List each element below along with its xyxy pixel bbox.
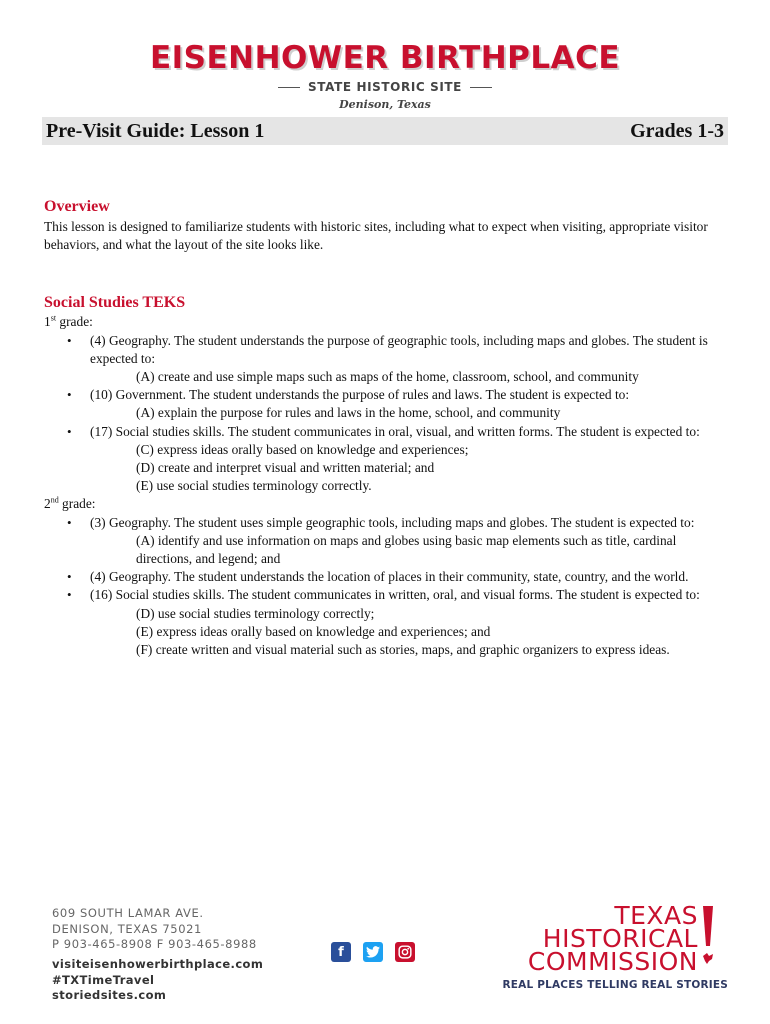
logo-title: EISENHOWER BIRTHPLACE bbox=[149, 40, 621, 76]
lesson-title: Pre-Visit Guide: Lesson 1 bbox=[46, 119, 265, 142]
grade-1-teks-list bbox=[67, 332, 724, 496]
thc-line-historical: HISTORICAL bbox=[542, 924, 698, 953]
grade-1-ordinal: st bbox=[50, 313, 57, 323]
twitter-icon[interactable] bbox=[363, 942, 383, 962]
grade-1-label bbox=[44, 313, 724, 331]
grade-2-teks-list bbox=[67, 514, 724, 660]
teks-expectation: (C) express ideas orally based on knowledge and experiences; bbox=[136, 441, 469, 457]
logo-subtitle-row bbox=[0, 80, 770, 94]
teks-item-text: • (16) Social studies skills. The student communicates in written, oral, and visual forms. The student is expected to: bbox=[90, 587, 700, 603]
teks-heading: Social Studies TEKS bbox=[44, 294, 186, 312]
teks-expectation: (E) use social studies terminology correctly. bbox=[136, 478, 372, 494]
thc-logo bbox=[496, 901, 728, 991]
logo-subtitle: STATE HISTORIC SITE bbox=[308, 80, 462, 94]
teks-item-text: • (4) Geography. The student understands the location of places in their community, state, country, and the world. bbox=[90, 569, 689, 585]
teks-item-text: • (17) Social studies skills. The student communicates in oral, visual, and written forms. The student is expected to: bbox=[90, 423, 700, 439]
grade-2-label bbox=[44, 495, 724, 513]
teks-item bbox=[67, 586, 724, 659]
address-line: DENISON, TEXAS 75021 bbox=[52, 921, 202, 936]
document-body bbox=[44, 197, 724, 659]
social-links bbox=[331, 942, 415, 962]
overview-heading: Overview bbox=[44, 198, 110, 215]
overview-text: This lesson is designed to familiarize students with historic sites, including what to expect when visiting, appropriate visitor behaviors, and what the layout of the site looks like. bbox=[44, 219, 708, 253]
grade-2-number: 2 bbox=[44, 496, 51, 512]
thc-tagline: REAL PLACES TELLING REAL STORIES bbox=[502, 979, 728, 991]
exclamation-icon bbox=[702, 906, 714, 964]
teks-expectation: (E) express ideas orally based on knowledge and experiences; and bbox=[136, 623, 491, 639]
facebook-icon[interactable]: f bbox=[331, 942, 351, 962]
teks-item-text: • (4) Geography. The student understands the purpose of geographic tools, including maps and globes. The student is expected to: bbox=[90, 332, 708, 366]
teks-item bbox=[67, 386, 724, 422]
grade-2-text: grade: bbox=[58, 496, 96, 512]
thc-line-commission: COMMISSION bbox=[527, 947, 698, 976]
teks-item bbox=[67, 514, 724, 569]
logo-rule-right bbox=[470, 87, 492, 88]
phone-line: P 903-465-8908 F 903-465-8988 bbox=[52, 937, 257, 951]
storied-sites-link[interactable]: storiedsites.com bbox=[52, 988, 167, 1002]
teks-expectation: (A) create and use simple maps such as maps of the home, classroom, school, and community bbox=[136, 369, 639, 385]
grade-2-ordinal: nd bbox=[50, 495, 59, 505]
thc-line-texas: TEXAS bbox=[614, 901, 698, 930]
footer-address bbox=[52, 906, 257, 953]
grade-1-number: 1 bbox=[44, 314, 51, 330]
address-line: 609 SOUTH LAMAR AVE. bbox=[52, 906, 204, 920]
hashtag-link[interactable]: #TXTimeTravel bbox=[52, 972, 155, 987]
teks-item-text: • (10) Government. The student understands the purpose of rules and laws. The student is expected to: bbox=[90, 387, 630, 403]
website-link[interactable]: visiteisenhowerbirthplace.com bbox=[52, 957, 264, 971]
grade-1-text: grade: bbox=[56, 314, 93, 330]
footer-links bbox=[52, 957, 263, 1004]
teks-item bbox=[67, 568, 724, 586]
teks-item-text: • (3) Geography. The student uses simple geographic tools, including maps and globes. The student is expected to: bbox=[90, 514, 695, 530]
teks-item bbox=[67, 332, 724, 387]
site-logo bbox=[0, 40, 770, 111]
grade-range: Grades 1-3 bbox=[630, 119, 724, 142]
teks-expectation: (A) identify and use information on maps and globes using basic map elements such as title, cardinal directions, and legend; and bbox=[136, 532, 677, 567]
logo-rule-left bbox=[278, 87, 300, 88]
title-bar bbox=[42, 117, 728, 145]
teks-expectation: (D) use social studies terminology correctly; bbox=[136, 605, 375, 621]
logo-location: Denison, Texas bbox=[339, 98, 431, 111]
teks-item bbox=[67, 423, 724, 496]
teks-expectation: (A) explain the purpose for rules and laws in the home, school, and community bbox=[136, 405, 561, 421]
instagram-icon[interactable] bbox=[395, 942, 415, 962]
teks-expectation: (F) create written and visual material such as stories, maps, and graphic organizers to express ideas. bbox=[136, 642, 670, 658]
teks-expectation: (D) create and interpret visual and written material; and bbox=[136, 460, 435, 476]
